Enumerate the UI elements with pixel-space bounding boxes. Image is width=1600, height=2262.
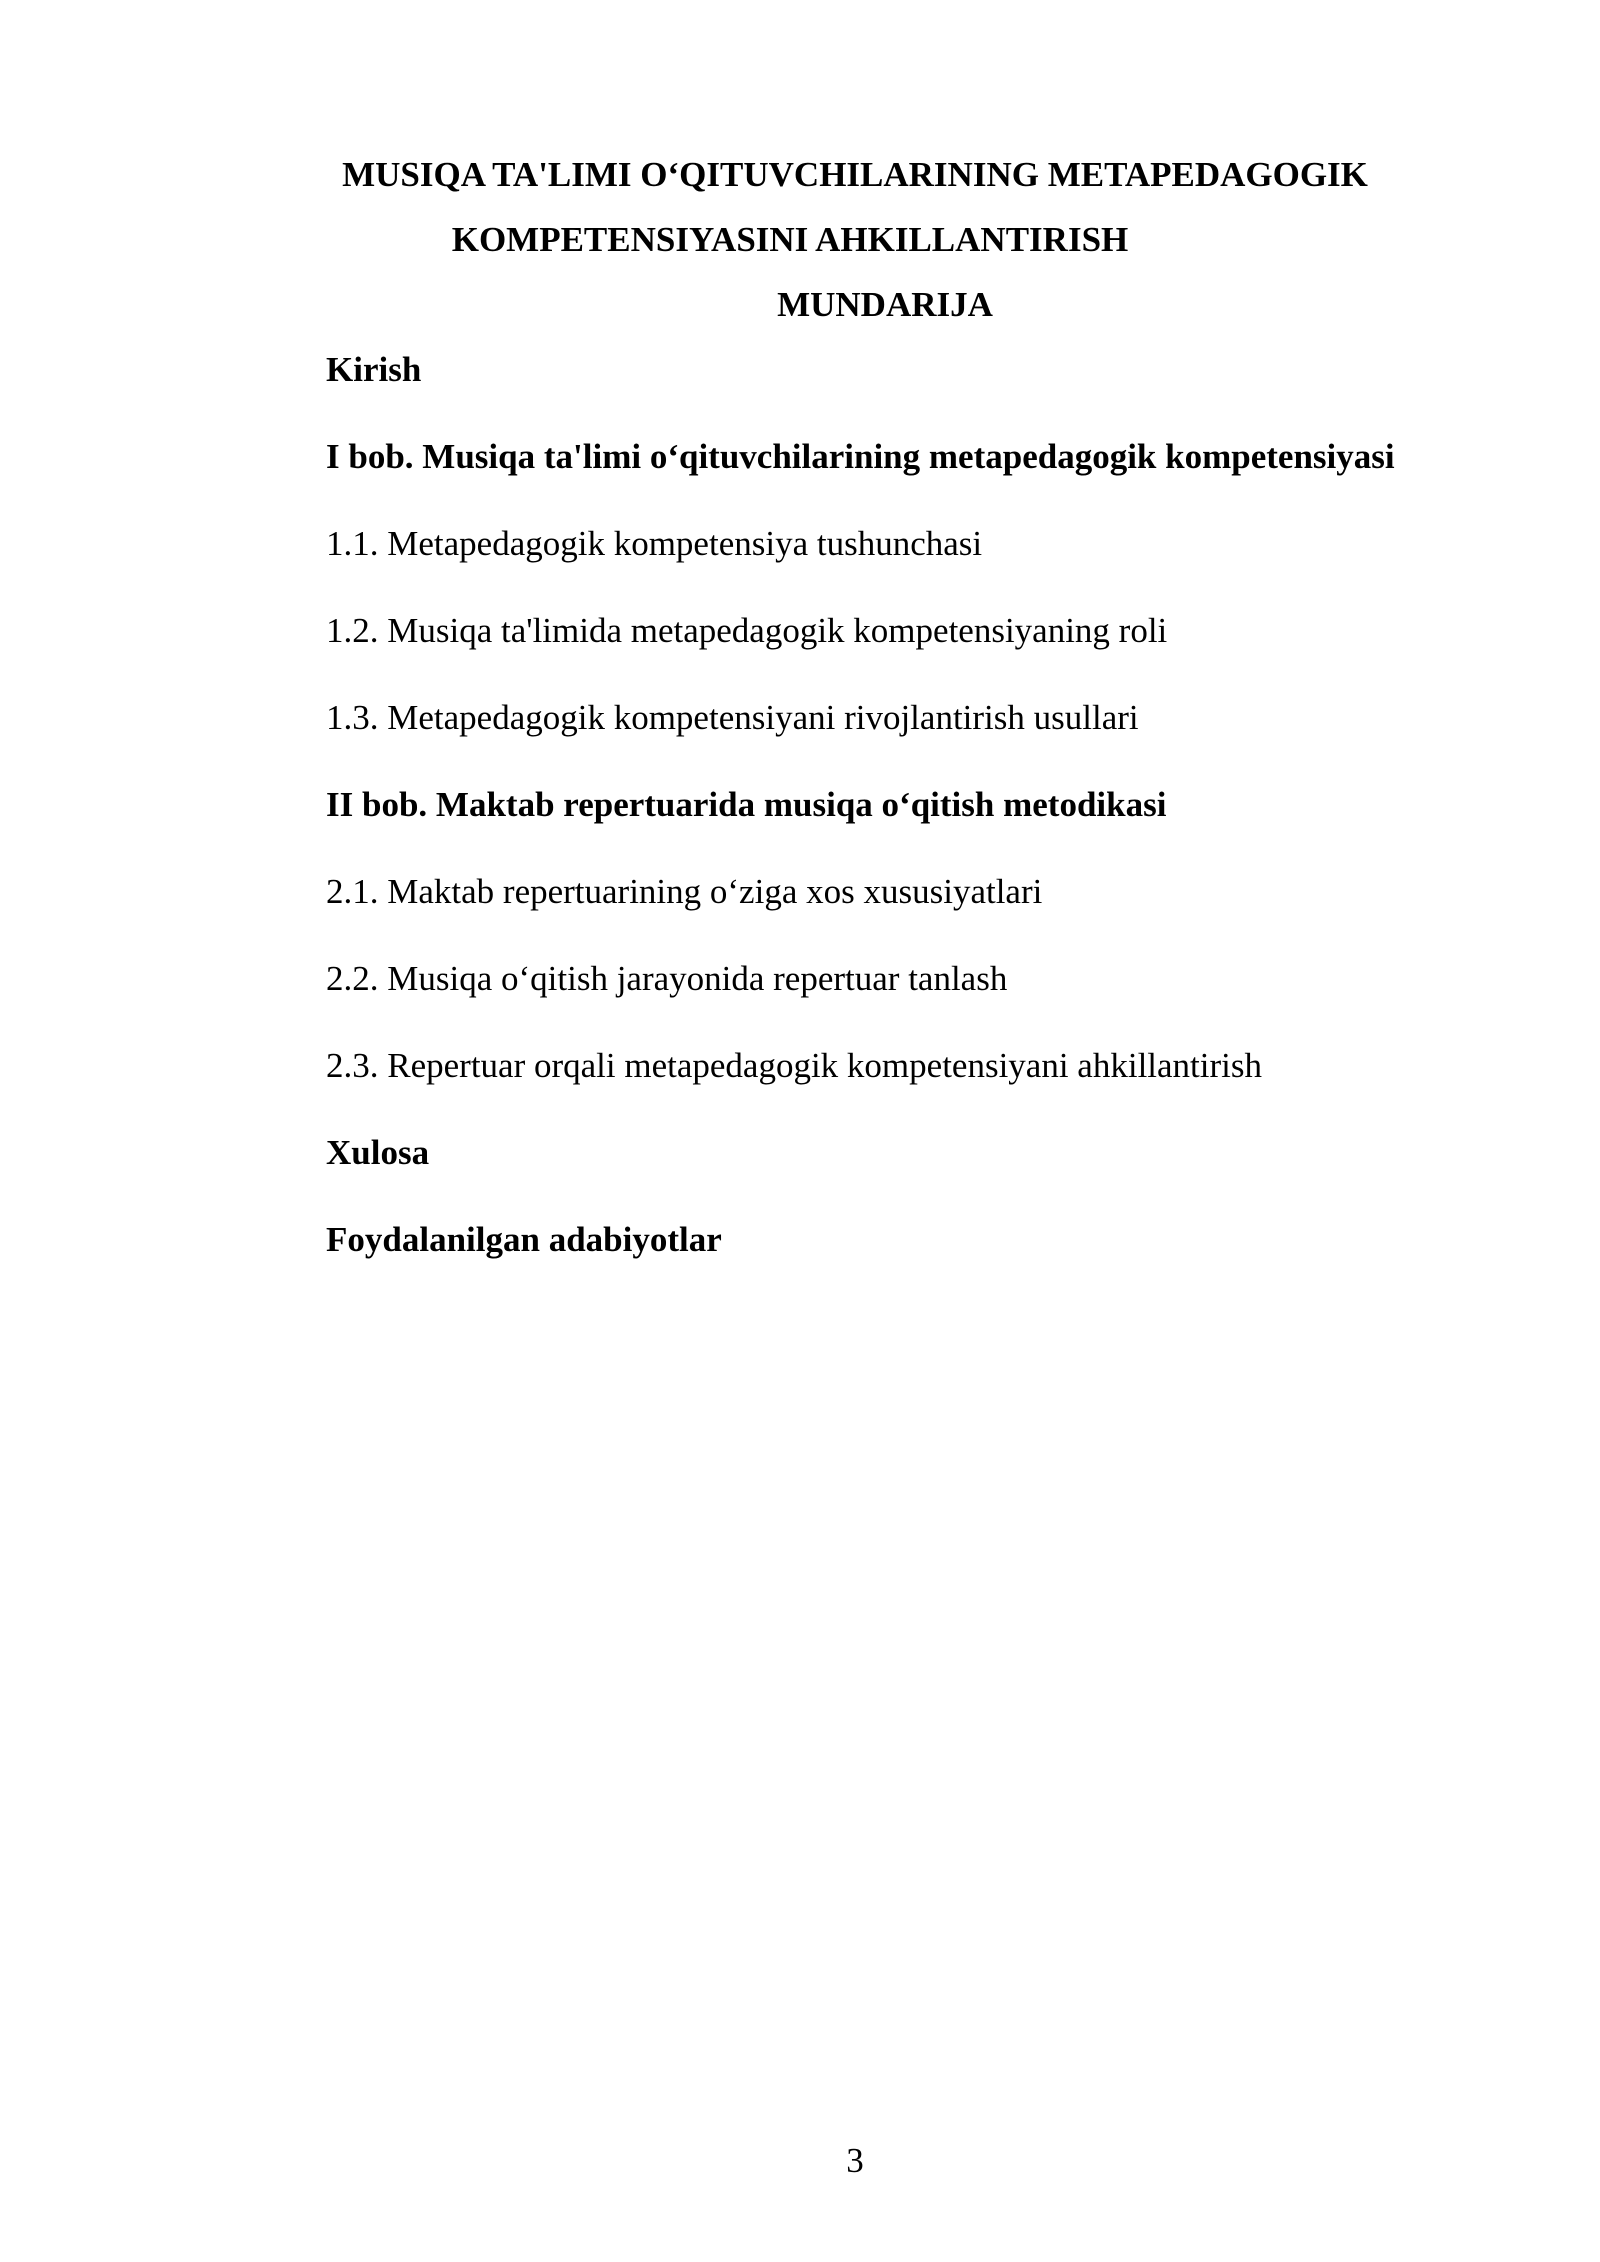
- toc-entry-introduction: Kirish: [326, 350, 422, 389]
- document-title-line-1: MUSIQA TA'LIMI O‘QITUVCHILARINING METAPEDAGOGIK: [342, 155, 1368, 194]
- toc-entry-conclusion: Xulosa: [326, 1133, 430, 1172]
- page-number: 3: [846, 2141, 864, 2180]
- toc-entry-chapter-2: II bob. Maktab repertuarida musiqa o‘qitish metodikasi: [326, 785, 1167, 824]
- toc-entry-chapter-1: I bob. Musiqa ta'limi o‘qituvchilarining metapedagogik kompetensiyasi: [326, 437, 1395, 476]
- toc-entry-section-2-3: 2.3. Repertuar orqali metapedagogik kompetensiyani ahkillantirish: [326, 1046, 1262, 1085]
- toc-entry-section-2-1: 2.1. Maktab repertuarining o‘ziga xos xususiyatlari: [326, 872, 1043, 911]
- toc-entry-section-1-1: 1.1. Metapedagogik kompetensiya tushunchasi: [326, 524, 983, 563]
- toc-entry-references: Foydalanilgan adabiyotlar: [326, 1220, 722, 1259]
- toc-entry-section-1-2: 1.2. Musiqa ta'limida metapedagogik kompetensiyaning roli: [326, 611, 1168, 650]
- document-title-line-2: KOMPETENSIYASINI AHKILLANTIRISH: [451, 220, 1129, 259]
- table-of-contents-heading: MUNDARIJA: [777, 285, 993, 324]
- toc-entry-section-2-2: 2.2. Musiqa o‘qitish jarayonida repertuar tanlash: [326, 959, 1008, 998]
- toc-entry-section-1-3: 1.3. Metapedagogik kompetensiyani rivojlantirish usullari: [326, 698, 1139, 737]
